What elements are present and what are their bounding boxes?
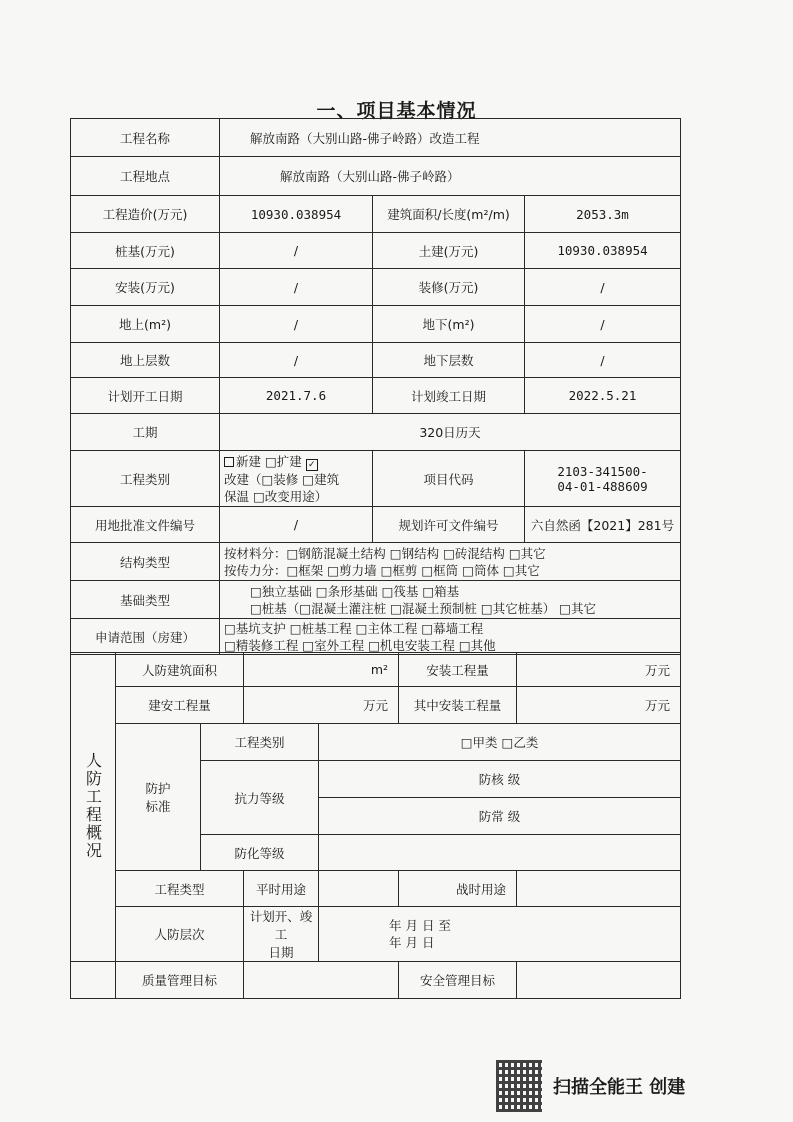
above-floors-value: / xyxy=(220,343,373,378)
cd-resist-label: 抗力等级 xyxy=(201,761,319,835)
cd-conventional-grade: 防常 级 xyxy=(319,798,681,835)
below-area-value: / xyxy=(525,306,681,343)
cd-dates-label-line-1: 计划开、竣工 xyxy=(249,909,313,942)
land-label: 用地批准文件编号 xyxy=(71,507,220,543)
cd-war-use-value xyxy=(517,871,681,907)
cd-chem-label: 防化等级 xyxy=(201,835,319,871)
cd-chem-value xyxy=(319,835,681,871)
checked-box-icon: ✓ xyxy=(306,459,318,471)
name-label: 工程名称 xyxy=(71,119,220,157)
cd-war-use-label: 战时用途 xyxy=(399,871,517,907)
location-label: 工程地点 xyxy=(71,157,220,196)
cd-date-row-2: 年 月 日 xyxy=(389,935,435,950)
cd-dates-label xyxy=(244,907,319,962)
cd-area-label: 人防建筑面积 xyxy=(116,653,244,687)
cd-build-qty-label: 建安工程量 xyxy=(116,687,244,724)
cd-dates-label-line-2: 日期 xyxy=(268,945,294,960)
cd-safety-label: 安全管理目标 xyxy=(399,962,517,999)
struct-line-2: 按传力分：□框架 □剪力墙 □框剪 □框筒 □筒体 □其它 xyxy=(224,562,540,578)
install-value: / xyxy=(220,269,373,306)
cd-bottom-spacer xyxy=(71,962,116,999)
name-value: 解放南路（大别山路-佛子岭路）改造工程 xyxy=(220,119,681,157)
cd-dates-value xyxy=(319,907,681,962)
code-label: 项目代码 xyxy=(373,451,525,507)
pile-label: 桩基(万元) xyxy=(71,233,220,269)
civil-label: 土建(万元) xyxy=(373,233,525,269)
type-options xyxy=(220,451,373,507)
civil-defense-section xyxy=(71,653,116,962)
page-title: 一、项目基本情况 xyxy=(316,100,477,122)
struct-label: 结构类型 xyxy=(71,543,220,581)
scope-label: 申请范围（房建） xyxy=(71,619,220,655)
cd-layers-label: 人防层次 xyxy=(116,907,244,962)
cd-install-qty-unit: 万元 xyxy=(517,653,681,687)
install-label: 安装(万元) xyxy=(71,269,220,306)
plan-label: 规划许可文件编号 xyxy=(373,507,525,543)
struct-options xyxy=(220,543,681,581)
type-line-1: 新建 □扩建 xyxy=(236,453,302,469)
foundation-line-1: □独立基础 □条形基础 □筏基 □箱基 xyxy=(250,583,460,599)
cd-area-unit: m² xyxy=(244,653,399,687)
cd-quality-label: 质量管理目标 xyxy=(116,962,244,999)
scope-options xyxy=(220,619,681,655)
foundation-options xyxy=(220,581,681,619)
cd-date-row-1: 年 月 日 至 xyxy=(389,918,451,933)
above-area-label: 地上(m²) xyxy=(71,306,220,343)
code-value-line-2: 04-01-488609 xyxy=(557,478,648,494)
scope-line-1: □基坑支护 □桩基工程 □主体工程 □幕墙工程 xyxy=(224,620,484,636)
cd-peace-use-value xyxy=(319,871,399,907)
plan-value: 六自然函【2021】281号 xyxy=(525,507,681,543)
decor-value: / xyxy=(525,269,681,306)
above-floors-label: 地上层数 xyxy=(71,343,220,378)
area-value: 2053.3m xyxy=(525,196,681,233)
type-label: 工程类别 xyxy=(71,451,220,507)
cd-nuclear-grade: 防核 级 xyxy=(319,761,681,798)
land-value: / xyxy=(220,507,373,543)
cd-install-sub-unit: 万元 xyxy=(517,687,681,724)
above-area-value: / xyxy=(220,306,373,343)
qr-code-icon xyxy=(496,1060,542,1112)
type-line-2: 改建（□装修 □建筑 xyxy=(224,471,340,487)
end-date-value: 2022.5.21 xyxy=(525,378,681,414)
cd-safety-value xyxy=(517,962,681,999)
struct-line-1: 按材料分：□钢筋混凝土结构 □钢结构 □砖混结构 □其它 xyxy=(224,545,546,561)
start-date-label: 计划开工日期 xyxy=(71,378,220,414)
code-value xyxy=(525,451,681,507)
period-label: 工期 xyxy=(71,414,220,451)
pile-value: / xyxy=(220,233,373,269)
type-line-3: 保温 □改变用途） xyxy=(224,488,328,504)
cd-project-type-label: 工程类型 xyxy=(116,871,244,907)
end-date-label: 计划竣工日期 xyxy=(373,378,525,414)
cd-install-qty-label: 安装工程量 xyxy=(399,653,517,687)
cd-eng-type-options: □甲类 □乙类 xyxy=(319,724,681,761)
below-floors-label: 地下层数 xyxy=(373,343,525,378)
decor-label: 装修(万元) xyxy=(373,269,525,306)
foundation-label: 基础类型 xyxy=(71,581,220,619)
below-area-label: 地下(m²) xyxy=(373,306,525,343)
cd-quality-value xyxy=(244,962,399,999)
cd-peace-use-label: 平时用途 xyxy=(244,871,319,907)
cd-install-sub-label: 其中安装工程量 xyxy=(399,687,517,724)
scope-line-2: □精装修工程 □室外工程 □机电安装工程 □其他 xyxy=(224,637,496,653)
cost-label: 工程造价(万元) xyxy=(71,196,220,233)
scanner-brand: 扫描全能王 创建 xyxy=(553,1077,686,1098)
cd-protection-text: 防护标准 xyxy=(145,781,171,814)
cost-value: 10930.038954 xyxy=(220,196,373,233)
cd-eng-type-label: 工程类别 xyxy=(201,724,319,761)
project-info-table xyxy=(70,118,681,655)
civil-defense-table xyxy=(70,652,681,999)
period-value: 320日历天 xyxy=(220,414,681,451)
location-value: 解放南路（大别山路-佛子岭路） xyxy=(220,157,681,196)
code-value-line-1: 2103-341500- xyxy=(557,463,648,479)
area-label: 建筑面积/长度(m²/m) xyxy=(373,196,525,233)
checkbox-icon xyxy=(224,457,234,467)
cd-build-qty-unit: 万元 xyxy=(244,687,399,724)
cd-protection-label xyxy=(116,724,201,871)
foundation-line-2: □桩基（□混凝土灌注桩 □混凝土预制桩 □其它桩基） □其它 xyxy=(250,600,596,616)
civil-value: 10930.038954 xyxy=(525,233,681,269)
civil-defense-section-label: 人防工程概况 xyxy=(83,751,103,860)
start-date-value: 2021.7.6 xyxy=(220,378,373,414)
below-floors-value: / xyxy=(525,343,681,378)
